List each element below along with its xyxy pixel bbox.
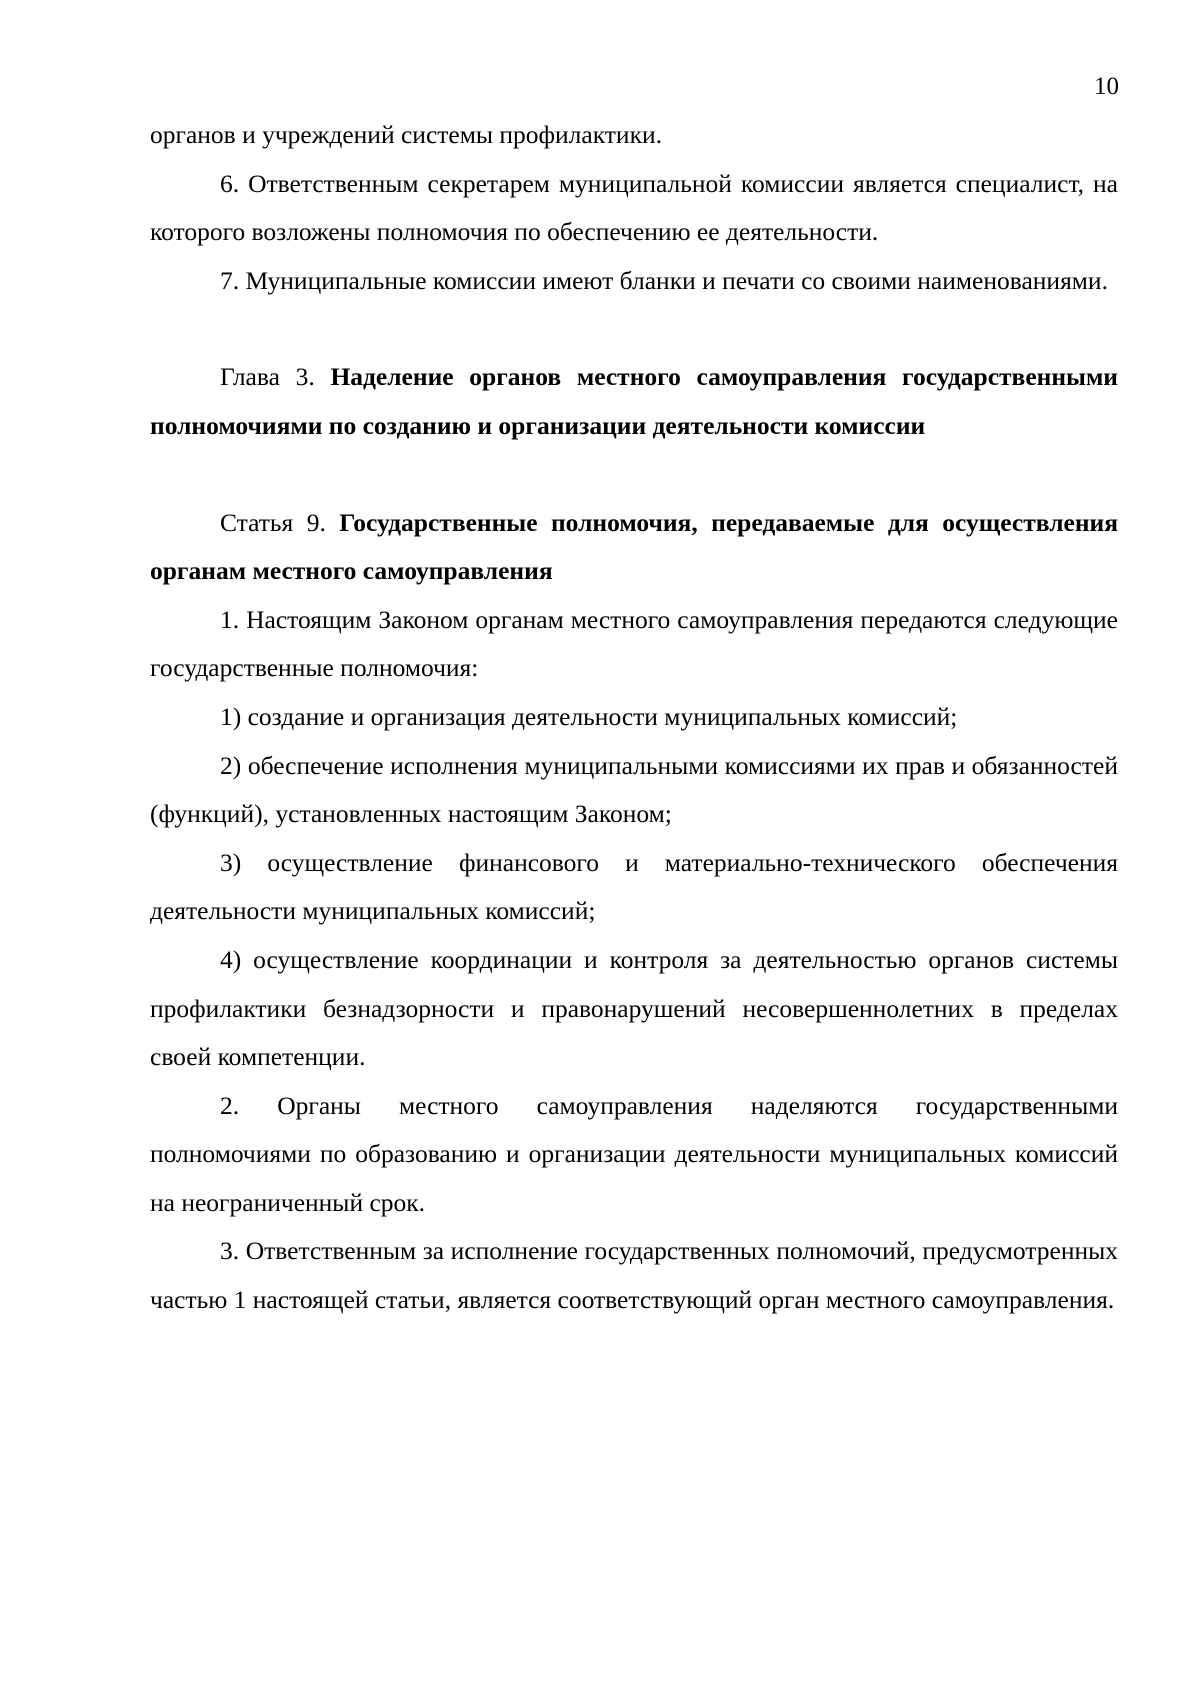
list-item: 1) создание и организация деятельности муниципальных комиссий;: [220, 701, 958, 731]
article-title: Государственные полномочия, передаваемые для осуществления органам местного самоуправления: [150, 507, 1118, 586]
list-item: 3) осуществление финансового и материально-технического обеспечения деятельности муниципальных комиссий;: [150, 847, 1118, 926]
section-spacer: [150, 305, 1118, 353]
paragraph: 7. Муниципальные комиссии имеют бланки и печати со своими наименованиями.: [220, 265, 1108, 295]
page-number: 10: [1094, 73, 1119, 100]
document-body: [150, 111, 1118, 1325]
article-label: Статья 9.: [220, 507, 326, 537]
paragraph: 2. Органы местного самоуправления наделяются государственными полномочиями по образованию и организации деятельности муниципальных комиссий на неограниченный срок.: [150, 1090, 1118, 1217]
list-item: 4) осуществление координации и контроля за деятельностью органов системы профилактики безнадзорности и правонарушений несовершеннолетних в пределах своей компетенции.: [150, 944, 1118, 1072]
section-spacer: [150, 451, 1118, 499]
chapter-label: Глава 3.: [220, 362, 315, 392]
chapter-title: Наделение органов местного самоуправления государственными полномочиями по созданию и организации деятельности комиссии: [150, 362, 1119, 440]
paragraph: органов и учреждений системы профилактики.: [150, 120, 662, 149]
paragraph: 1. Настоящим Законом органам местного самоуправления передаются следующие государственные полномочия:: [150, 604, 1118, 683]
paragraph: 3. Ответственным за исполнение государственных полномочий, предусмотренных частью 1 настоящей статьи, является соответствующий орган местного самоуправления.: [150, 1236, 1118, 1315]
article-heading: [150, 499, 1118, 596]
paragraph: 6. Ответственным секретарем муниципальной комиссии является специалист, на которого возложены полномочия по обеспечению ее деятельности.: [150, 168, 1118, 247]
list-item: 2) обеспечение исполнения муниципальными комиссиями их прав и обязанностей (функций), установленных настоящим Законом;: [150, 750, 1118, 829]
chapter-heading: [150, 353, 1118, 450]
